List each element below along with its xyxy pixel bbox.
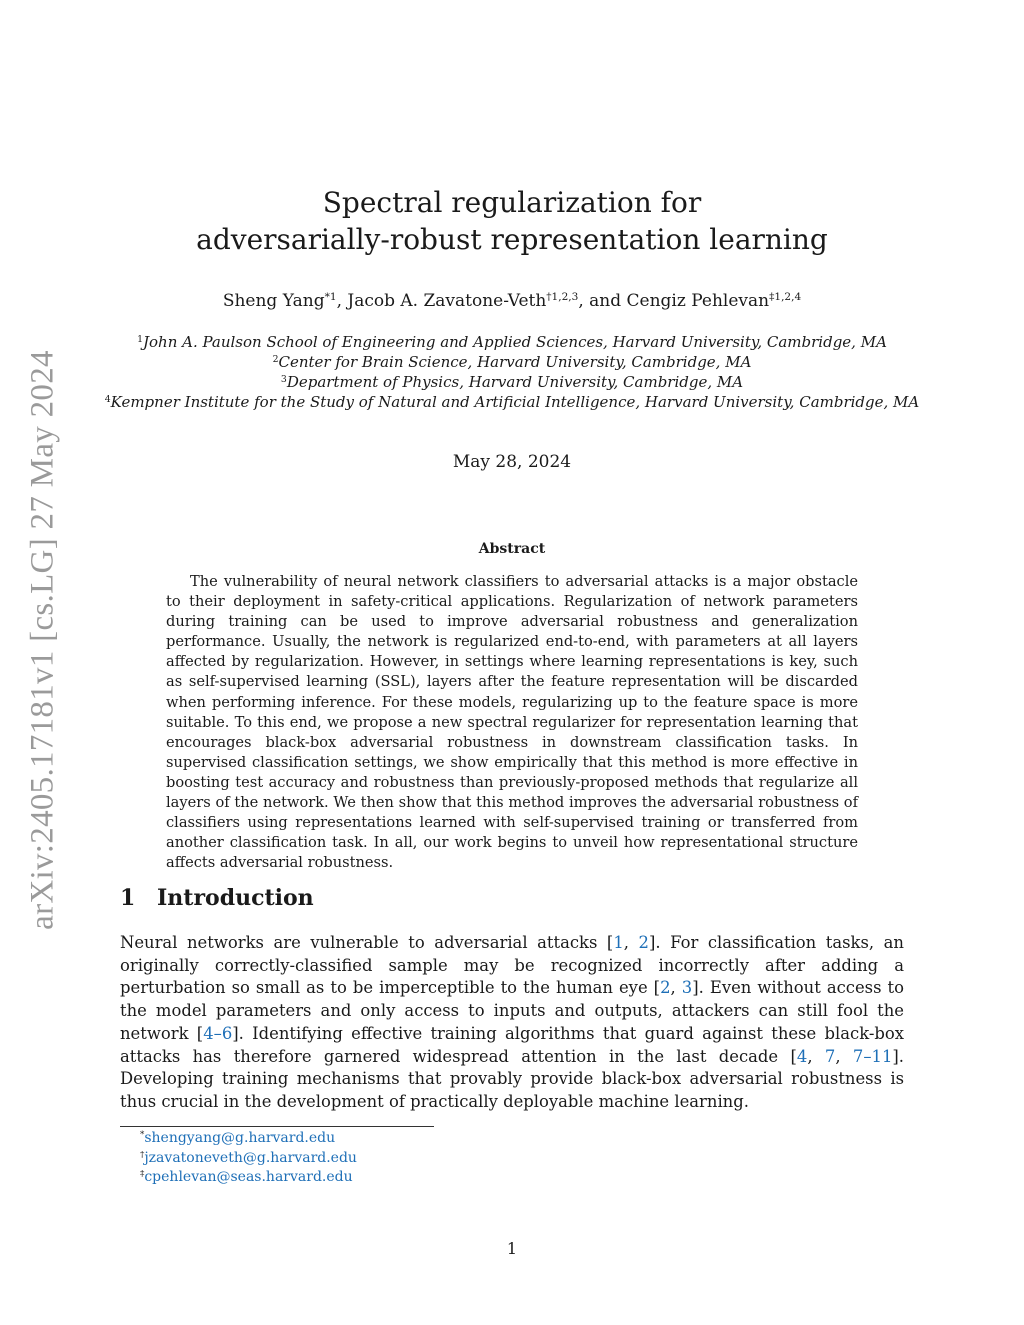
- affiliation-number: 1: [137, 333, 143, 345]
- introduction-paragraph: [120, 932, 904, 1114]
- author-list: [0, 289, 1024, 313]
- publication-date: May 28, 2024: [452, 452, 572, 472]
- citation-link[interactable]: 2: [660, 978, 671, 998]
- body-text: ]. Even without access to the model parameters and only access to inputs and outputs, attackers can still fool the network [: [120, 978, 905, 1043]
- author-separator: , and: [578, 291, 627, 311]
- author-separator: ,: [336, 291, 348, 311]
- footnote: [140, 1149, 357, 1169]
- affiliation-number: 4: [104, 393, 111, 405]
- citation-link[interactable]: 1: [613, 933, 624, 952]
- footnote-list: [140, 1129, 357, 1188]
- affiliation-number: 3: [280, 373, 287, 385]
- abstract-heading: Abstract: [478, 541, 546, 557]
- author-marks: ‡1,2,4: [769, 291, 802, 304]
- email-link[interactable]: shengyang@g.harvard.edu: [144, 1130, 336, 1146]
- affiliation-text: Kempner Institute for the Study of Natural and Artificial Intelligence, Harvard University, Cambridge, MA: [110, 393, 920, 411]
- author-marks: *1: [324, 291, 337, 304]
- author-name: Cengiz Pehlevan: [626, 291, 770, 311]
- paper-title: [0, 184, 1024, 258]
- citation-separator: ,: [623, 933, 639, 952]
- section-title: Introduction: [157, 885, 314, 911]
- citation-link[interactable]: 4–6: [203, 1023, 233, 1043]
- citation-separator: ,: [670, 978, 682, 998]
- affiliation-text: Department of Physics, Harvard University, Cambridge, MA: [286, 373, 744, 391]
- affiliation-number: 2: [272, 353, 279, 365]
- affiliation: [0, 372, 1024, 392]
- footnote-mark: †: [140, 1149, 145, 1160]
- citation-link[interactable]: 4: [796, 1046, 808, 1066]
- affiliation-text: John A. Paulson School of Engineering and Applied Sciences, Harvard University, Cambridge, MA: [142, 333, 887, 351]
- footnote: [140, 1168, 357, 1188]
- email-link[interactable]: cpehlevan@seas.harvard.edu: [144, 1169, 353, 1186]
- author-name: Sheng Yang: [222, 291, 325, 311]
- citation-link[interactable]: 3: [681, 978, 693, 998]
- affiliation: [0, 352, 1024, 372]
- citation-link[interactable]: 7–11: [852, 1046, 893, 1066]
- affiliation: [0, 392, 1024, 412]
- footnote-mark: ‡: [140, 1169, 145, 1180]
- abstract-text: The vulnerability of neural network classifiers to adversarial attacks is a major obstacle to their deployment in safety-critical applications. Regularization of network parameters during training can be used to improve adversarial robustness and generalization performance. Usually, the network is regularized end-to-end, with parameters at all layers affected by regularization. However, in settings where learning representations is key, such as self-supervised learning (SSL), layers after the feature representation will be discarded when performing inference. For these models, regularizing up to the feature space is more suitable. To this end, we propose a new spectral regularizer for representation learning that encourages black-box adversarial robustness in downstream classification tasks. In supervised classification settings, we show empirically that this method is more effective in boosting test accuracy and robustness than previously-proposed methods that regularize all layers of the network. We then show that this method improves the adversarial robustness of classifiers using representations learned with self-supervised training or transferred from another classification task. In all, our work begins to unveil how representational structure affects adversarial robustness.: [166, 573, 858, 872]
- section-number: 1: [120, 885, 136, 911]
- citation-link[interactable]: 2: [638, 933, 649, 952]
- body-text: ]. For classification tasks, an originally correctly-classified sample may be recognized incorrectly after adding a perturbation so small as to be imperceptible to the human eye [: [120, 933, 904, 998]
- section-heading: [120, 885, 314, 911]
- citation-separator: ,: [807, 1046, 825, 1066]
- affiliation: [0, 332, 1024, 352]
- citation-separator: ,: [835, 1046, 853, 1066]
- author-name: Jacob A. Zavatone-Veth: [347, 291, 547, 311]
- citation-link[interactable]: 7: [824, 1046, 836, 1066]
- footnote-mark: *: [140, 1130, 145, 1141]
- email-link[interactable]: jzavatoneveth@g.harvard.edu: [144, 1149, 357, 1166]
- body-text: Neural networks are vulnerable to adversarial attacks [: [120, 933, 614, 952]
- affiliation-text: Center for Brain Science, Harvard University, Cambridge, MA: [278, 353, 752, 371]
- footnote-divider: [120, 1126, 434, 1127]
- body-text: ]. Developing training mechanisms that provably provide black-box adversarial robustness is thus crucial in the development of practically deployable machine learning.: [120, 1046, 904, 1111]
- author-marks: †1,2,3: [546, 291, 579, 304]
- body-text: ]. Identifying effective training algorithms that guard against these black-box attacks has therefore garnered widespread attention in the last decade [: [120, 1023, 904, 1066]
- arxiv-identifier-stamp: arXiv:2405.17181v1 [cs.LG] 27 May 2024: [24, 350, 61, 930]
- title-line-1: Spectral regularization for: [322, 186, 702, 219]
- footnote: [140, 1129, 357, 1149]
- affiliation-list: [0, 332, 1024, 412]
- title-line-2: adversarially-robust representation learning: [196, 223, 828, 256]
- page-number: 1: [506, 1239, 518, 1258]
